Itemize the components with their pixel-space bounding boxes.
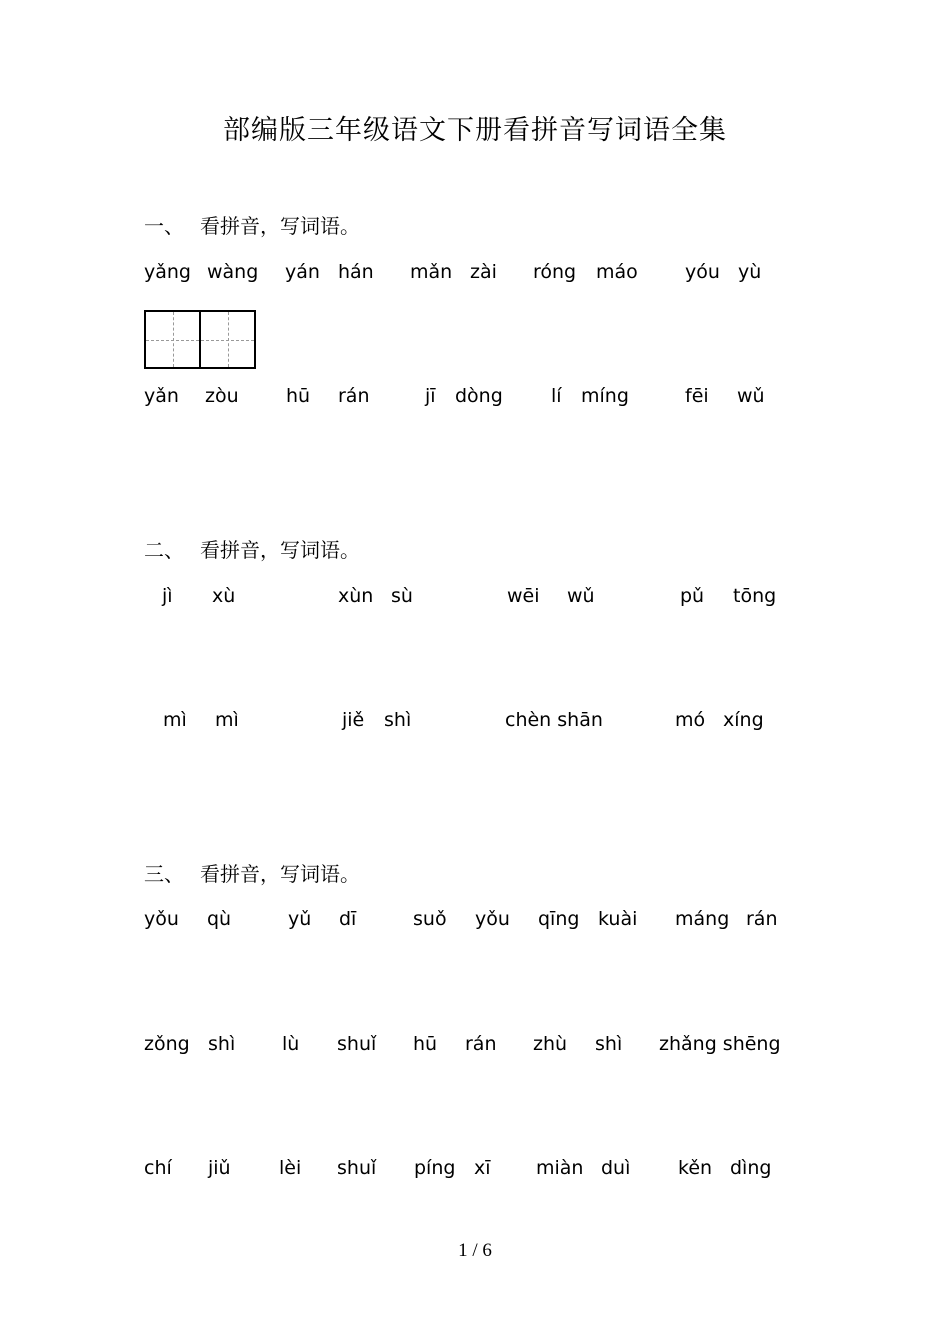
pinyin-syllable: lí [551, 385, 562, 407]
pinyin-syllable: zài [470, 261, 497, 283]
pinyin-syllable: yán [285, 261, 320, 283]
pinyin-syllable: miàn [536, 1157, 584, 1179]
pinyin-syllable: chí [144, 1157, 172, 1179]
pinyin-syllable: rán [465, 1033, 497, 1055]
pinyin-syllable: shì [384, 709, 412, 731]
section-3-instruction: 看拼音，写词语。 [200, 862, 360, 886]
pinyin-syllable: zhǎng shēng [659, 1033, 781, 1055]
pinyin-syllable: yǒu [144, 908, 179, 930]
pinyin-syllable: sù [391, 585, 413, 607]
section-1-instruction: 看拼音，写词语。 [200, 214, 360, 238]
pinyin-syllable: dìng [730, 1157, 772, 1179]
pinyin-syllable: duì [601, 1157, 631, 1179]
pinyin-syllable: kuài [598, 908, 638, 930]
section-3-heading [144, 858, 360, 887]
pinyin-syllable: tōng [733, 585, 777, 607]
pinyin-syllable: hū [286, 385, 311, 407]
pinyin-syllable: jiě [342, 709, 365, 731]
pinyin-syllable: shì [595, 1033, 623, 1055]
pinyin-syllable: hū [413, 1033, 438, 1055]
section-2-instruction: 看拼音，写词语。 [200, 538, 360, 562]
writing-cell[interactable] [146, 312, 199, 367]
pinyin-syllable: suǒ [413, 908, 447, 930]
pinyin-syllable: wàng [207, 261, 259, 283]
pinyin-syllable: yǒu [475, 908, 510, 930]
section-2-heading [144, 534, 360, 563]
pinyin-syllable: yǎng [144, 261, 191, 283]
pinyin-syllable: chèn shān [505, 709, 603, 731]
page-title: 部编版三年级语文下册看拼音写词语全集 [223, 115, 727, 146]
pinyin-syllable: píng [414, 1157, 456, 1179]
pinyin-syllable: fēi [685, 385, 709, 407]
pinyin-syllable: zǒng [144, 1033, 190, 1055]
pinyin-syllable: xī [474, 1157, 491, 1179]
pinyin-syllable: shuǐ [337, 1157, 377, 1179]
pinyin-syllable: xíng [723, 709, 764, 731]
section-2-number: 二、 [144, 538, 184, 562]
section-3-number: 三、 [144, 862, 184, 886]
pinyin-syllable: máng [675, 908, 730, 930]
pinyin-syllable: shuǐ [337, 1033, 377, 1055]
pinyin-syllable: dòng [455, 385, 503, 407]
pinyin-syllable: máo [596, 261, 638, 283]
pinyin-syllable: qīng [538, 908, 580, 930]
section-1-number: 一、 [144, 214, 184, 238]
pinyin-syllable: mì [215, 709, 239, 731]
pinyin-syllable: xùn [338, 585, 374, 607]
pinyin-syllable: jiǔ [208, 1157, 231, 1179]
pinyin-syllable: mó [675, 709, 706, 731]
pinyin-syllable: zhù [533, 1033, 568, 1055]
pinyin-syllable: shì [208, 1033, 236, 1055]
pinyin-syllable: pǔ [680, 585, 705, 607]
pinyin-syllable: lèi [279, 1157, 302, 1179]
pinyin-syllable: dī [339, 908, 357, 930]
pinyin-syllable: zòu [205, 385, 239, 407]
pinyin-syllable: rán [746, 908, 778, 930]
pinyin-syllable: míng [581, 385, 629, 407]
pinyin-syllable: wǔ [737, 385, 765, 407]
pinyin-syllable: yóu [685, 261, 720, 283]
pinyin-syllable: róng [533, 261, 577, 283]
pinyin-syllable: rán [338, 385, 370, 407]
pinyin-syllable: kěn [678, 1157, 713, 1179]
pinyin-syllable: yǎn [144, 385, 179, 407]
pinyin-syllable: qù [207, 908, 232, 930]
pinyin-syllable: xù [212, 585, 236, 607]
pinyin-syllable: wǔ [567, 585, 595, 607]
pinyin-syllable: wēi [507, 585, 540, 607]
pinyin-syllable: jì [162, 585, 173, 607]
writing-cell[interactable] [199, 312, 254, 367]
pinyin-syllable: yǔ [288, 908, 312, 930]
page-number: 1 / 6 [458, 1240, 492, 1261]
pinyin-syllable: mǎn [410, 261, 453, 283]
section-1-heading [144, 210, 360, 239]
tianzige-writing-grid[interactable] [144, 310, 256, 369]
pinyin-syllable: mì [163, 709, 187, 731]
pinyin-syllable: lù [282, 1033, 300, 1055]
pinyin-syllable: jī [425, 385, 436, 407]
pinyin-syllable: hán [338, 261, 374, 283]
pinyin-syllable: yù [738, 261, 762, 283]
